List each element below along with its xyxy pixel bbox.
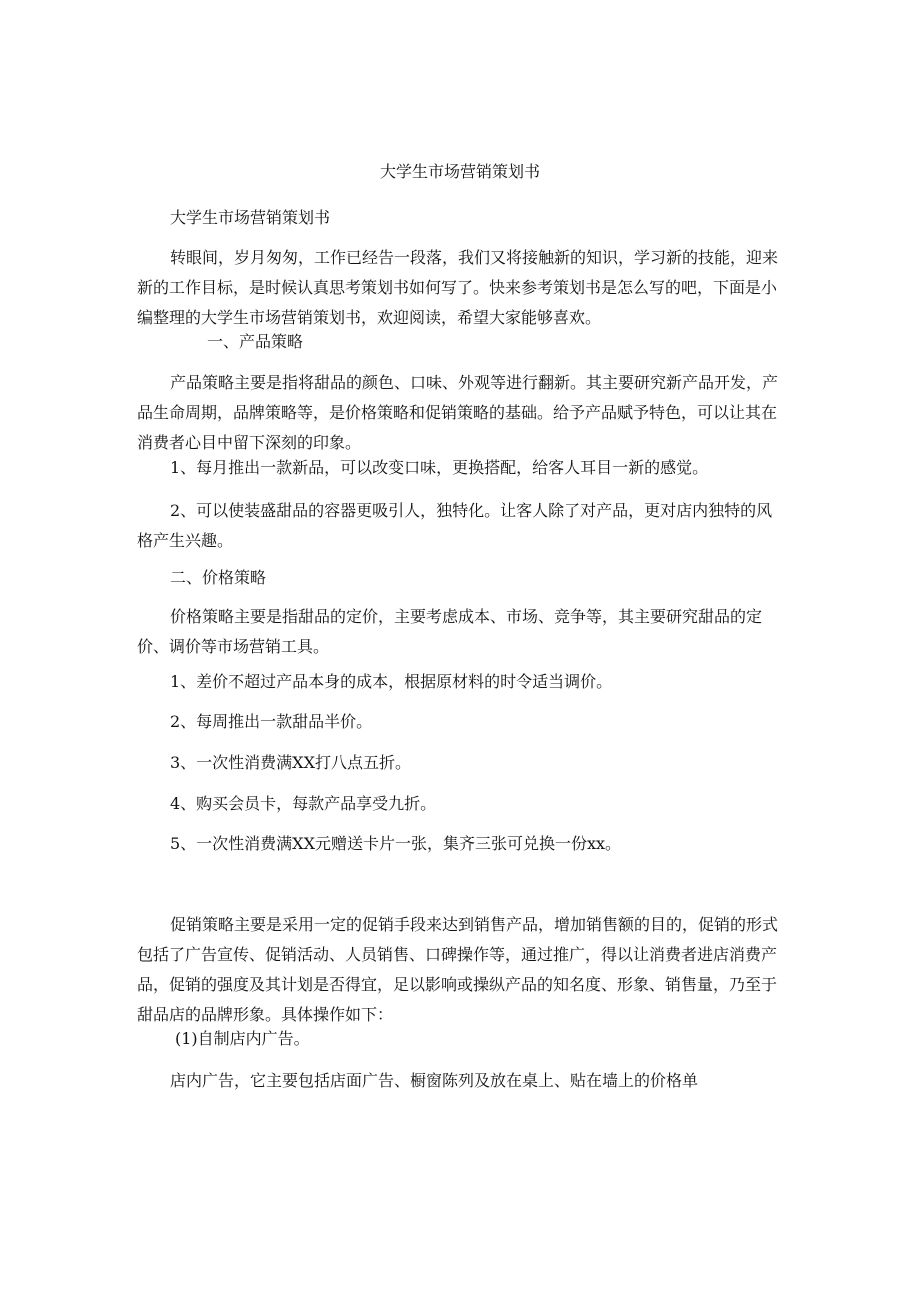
document-title: 大学生市场营销策划书: [379, 162, 540, 181]
list-item: 2、可以使装盛甜品的容器更吸引人，独特化。让客人除了对产品，更对店内独特的风格产生兴趣。: [137, 501, 773, 550]
paragraph: 转眼间，岁月匆匆，工作已经告一段落，我们又将接触新的知识，学习新的技能，迎来新的工作目标，是时候认真思考策划书如何写了。快来参考策划书是怎么写的吧，下面是小编整理的大学生市场营销策划书，欢迎阅读，希望大家能够喜欢。: [137, 248, 779, 327]
list-item: 5、一次性消费满XX元赠送卡片一张，集齐三张可兑换一份xx。: [170, 834, 622, 853]
section-heading: 二、价格策略: [170, 568, 267, 587]
list-item: 2、每周推出一款甜品半价。: [170, 712, 373, 731]
list-item: 1、差价不超过产品本身的成本，根据原材料的时令适当调价。: [170, 672, 613, 691]
paragraph: 大学生市场营销策划书: [170, 208, 331, 227]
list-item: 4、购买会员卡，每款产品享受九折。: [170, 794, 437, 813]
section-heading: 一、产品策略: [207, 332, 304, 351]
paragraph: 促销策略主要是采用一定的促销手段来达到销售产品，增加销售额的目的，促销的形式包括了广告宣传、促销活动、人员销售、口碑操作等，通过推广，得以让消费者进店消费产品，促销的强度及其计划是否得宜，足以影响或操纵产品的知名度、形象、销售量，乃至于甜品店的品牌形象。具体操作如下：: [137, 915, 779, 1024]
paragraph: 店内广告，它主要包括店面广告、橱窗陈列及放在桌上、贴在墙上的价格单: [170, 1071, 699, 1090]
list-item: 1、每月推出一款新品，可以改变口味，更换搭配，给客人耳目一新的感觉。: [170, 458, 709, 477]
list-item: 3、一次性消费满XX打八点五折。: [170, 753, 411, 772]
paragraph: 产品策略主要是指将甜品的颜色、口味、外观等进行翻新。其主要研究新产品开发，产品生命周期，品牌策略等，是价格策略和促销策略的基础。给予产品赋予特色，可以让其在消费者心目中留下深刻的印象。: [137, 373, 779, 452]
list-item: (1)自制店内广告。: [175, 1029, 310, 1048]
paragraph: 价格策略主要是指甜品的定价，主要考虑成本、市场、竞争等，其主要研究甜品的定价、调价等市场营销工具。: [137, 607, 763, 656]
